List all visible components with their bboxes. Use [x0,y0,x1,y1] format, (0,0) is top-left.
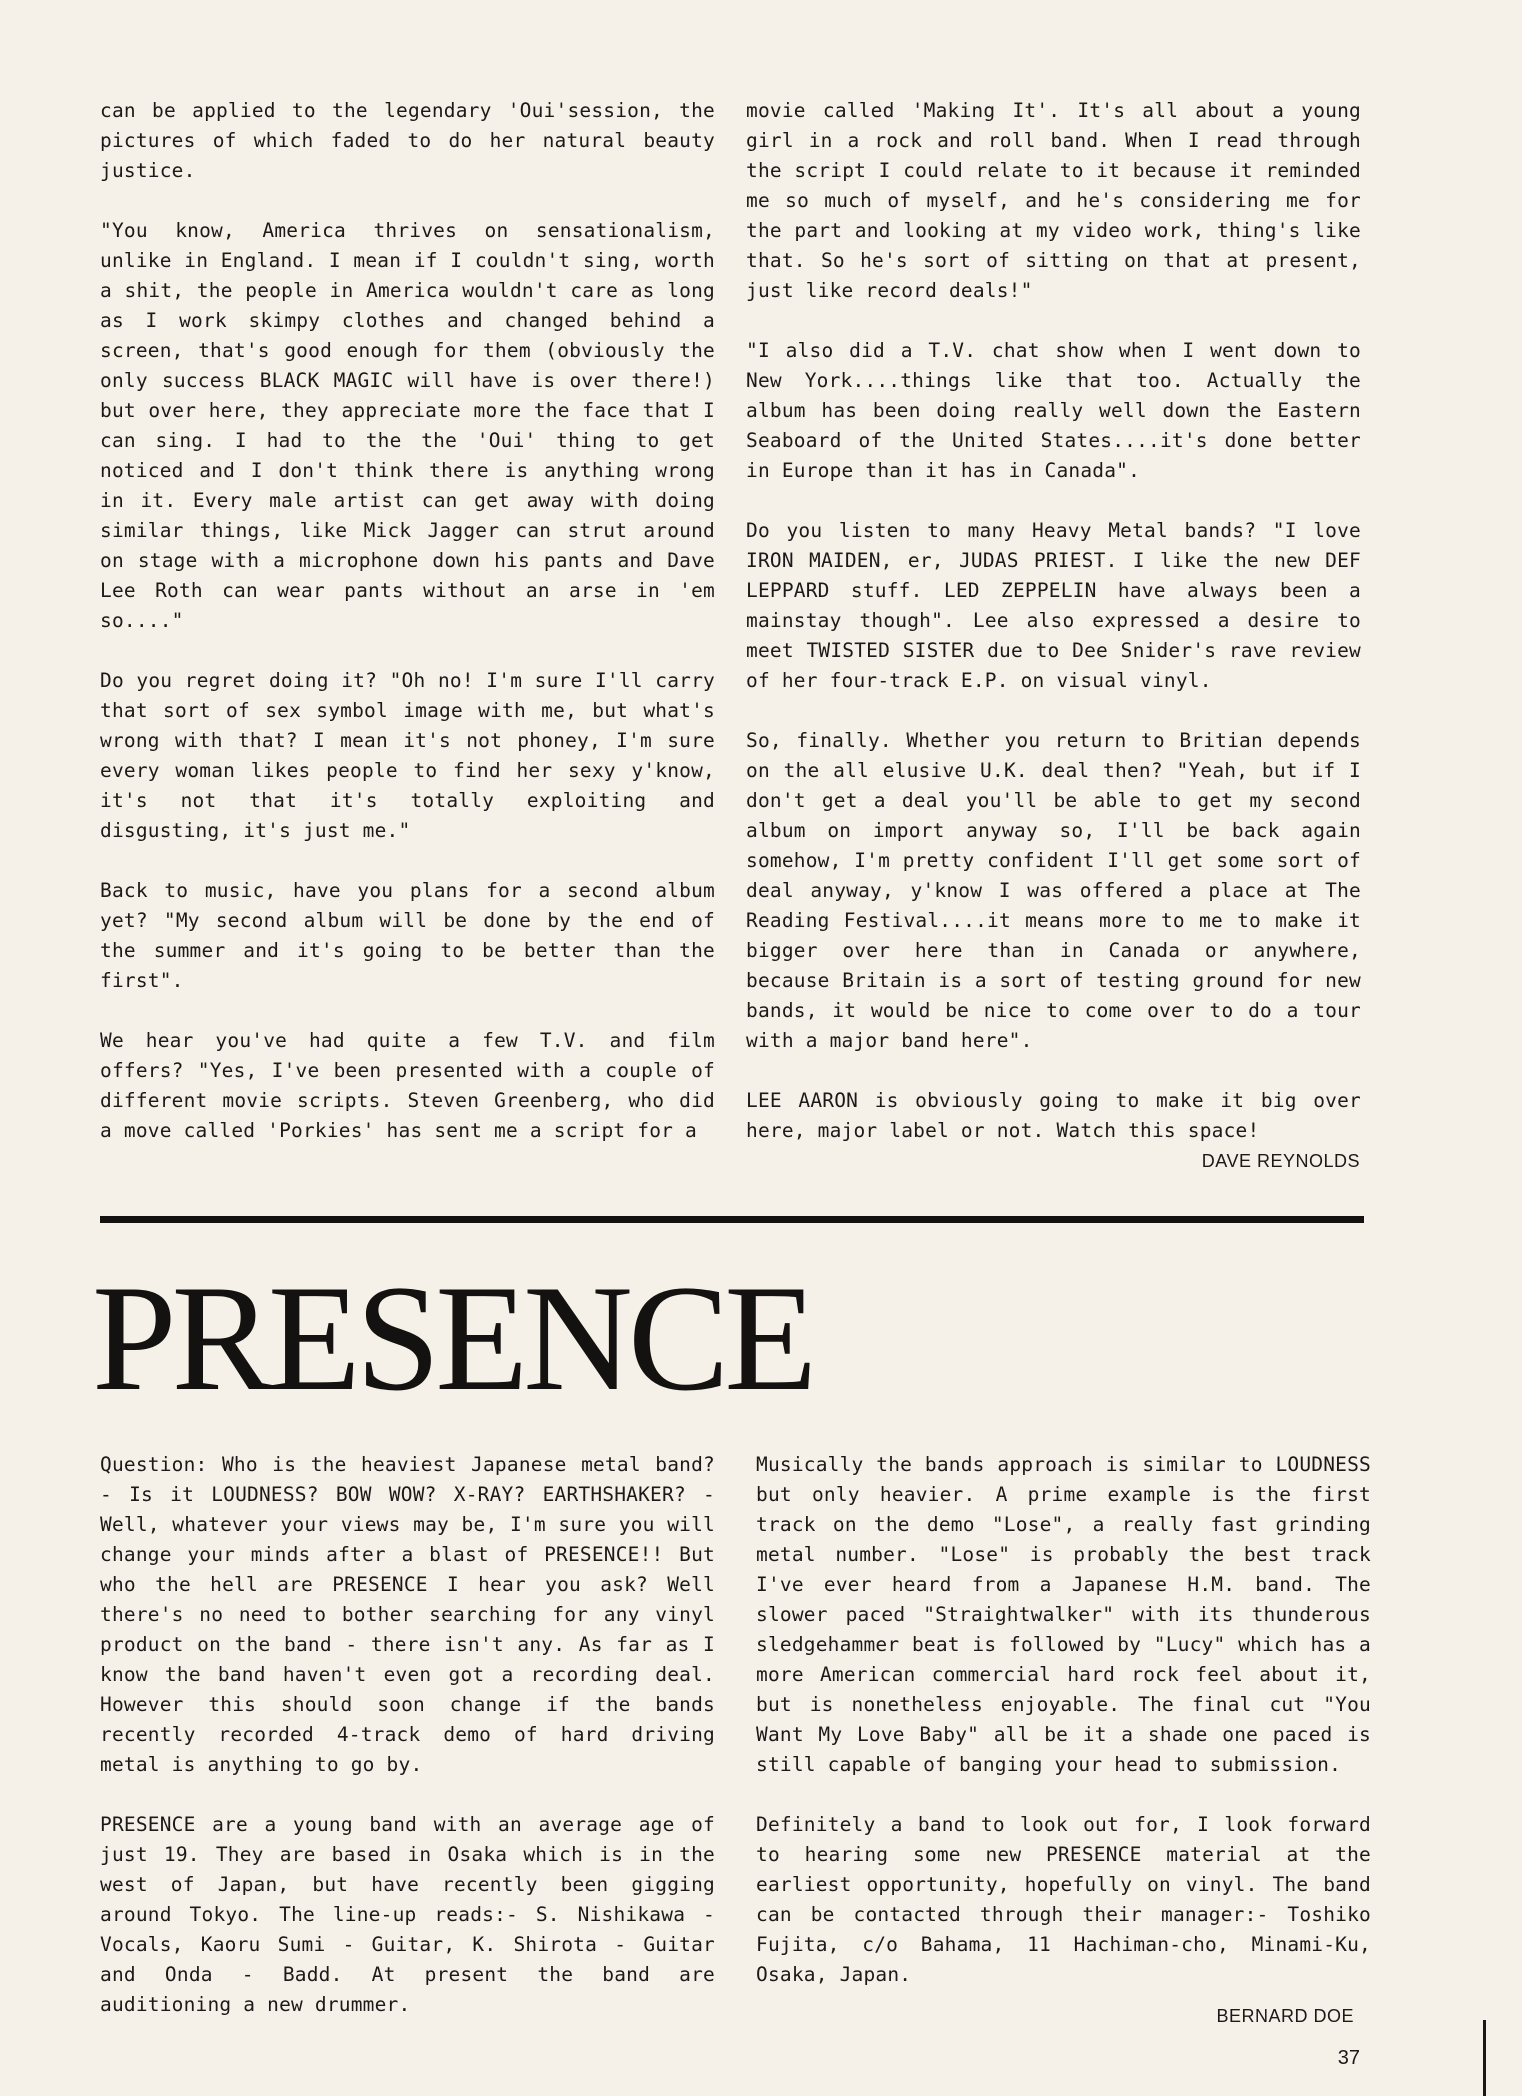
paragraph: Question: Who is the heaviest Japanese metal band? - Is it LOUDNESS? BOW WOW? X-RAY? EARTHSHAKER? - Well, whatever your views may be, I'm sure you will change your minds after a blast of PRESENCE!! But who the hell are PRESENCE I hear you ask? Well there's no need to bother searching for any vinyl product on the band - there isn't any. As far as I know the band haven't even got a recording deal. However this should soon change if the bands recently recorded 4-track demo of hard driving metal is anything to go by. [100,1453,715,1776]
paragraph: Back to music, have you plans for a second album yet? "My second album will be done by the end of the summer and it's going to be better than the first". [100,879,715,992]
paragraph: "I also did a T.V. chat show when I went down to New York....things like that too. Actually the album has been doing really well down the Eastern Seaboard of the United States....it's done better in Europe than it has in Canada". [746,339,1361,482]
paragraph: PRESENCE are a young band with an average age of just 19. They are based in Osaka which is in the west of Japan, but have recently been gigging around Tokyo. The line-up reads:- S. Nishikawa - Vocals, Kaoru Sumi - Guitar, K. Shirota - Guitar and Onda - Badd. At present the band are auditioning a new drummer. [100,1813,715,2016]
paragraph: movie called 'Making It'. It's all about a young girl in a rock and roll band. When I read through the script I could relate to it because it reminded me so much of myself, and he's considering me for the part and looking at my video work, thing's like that. So he's sort of sitting on that at present, just like record deals!" [746,99,1361,302]
paragraph: Definitely a band to look out for, I look forward to hearing some new PRESENCE material at the earliest opportunity, hopefully on vinyl. The band can be contacted through their manager:- Toshiko Fujita, c/o Bahama, 11 Hachiman-cho, Minami-Ku, Osaka, Japan. [756,1813,1371,1986]
article-top-right-column [746,96,1361,1146]
page-number: 37 [1337,2047,1360,2069]
paragraph: Musically the bands approach is similar to LOUDNESS but only heavier. A prime example is the first track on the demo "Lose", a really fast grinding metal number. "Lose" is probably the best track I've ever heard from a Japanese H.M. band. The slower paced "Straightwalker" with its thunderous sledgehammer beat is followed by "Lucy" which has a more American commercial hard rock feel about it, but is nonetheless enjoyable. The final cut "You Want My Love Baby" all be it a shade one paced is still capable of banging your head to submission. [756,1453,1371,1776]
byline-dave-reynolds: DAVE REYNOLDS [1201,1151,1360,1171]
paragraph: So, finally. Whether you return to Britian depends on the all elusive U.K. deal then? "Yeah, but if I don't get a deal you'll be able to get my second album on import anyway so, I'll be back again somehow, I'm pretty confident I'll get some sort of deal anyway, y'know I was offered a place at The Reading Festival....it means more to me to make it bigger over here than in Canada or anywhere, because Britain is a sort of testing ground for new bands, it would be nice to come over to do a tour with a major band here". [746,729,1361,1052]
article-bottom-right-column [756,1450,1371,1990]
paragraph: We hear you've had quite a few T.V. and film offers? "Yes, I've been presented with a couple of different movie scripts. Steven Greenberg, who did a move called 'Porkies' has sent me a script for a [100,1029,715,1142]
margin-edge-line [1483,2020,1486,2096]
article-top-left-column [100,96,715,1146]
section-divider-rule [100,1216,1364,1223]
paragraph: "You know, America thrives on sensationalism, unlike in England. I mean if I couldn't sing, worth a shit, the people in America wouldn't care as long as I work skimpy clothes and changed behind a screen, that's good enough for them (obviously the only success BLACK MAGIC will have is over there!) but over here, they appreciate more the face that I can sing. I had to the the 'Oui' thing to get noticed and I don't think there is anything wrong in it. Every male artist can get away with doing similar things, like Mick Jagger can strut around on stage with a microphone down his pants and Dave Lee Roth can wear pants without an arse in 'em so...." [100,219,715,632]
paragraph: LEE AARON is obviously going to make it big over here, major label or not. Watch this space! [746,1089,1361,1142]
byline-bernard-doe: BERNARD DOE [1216,2006,1354,2026]
paragraph: can be applied to the legendary 'Oui'session, the pictures of which faded to do her natural beauty justice. [100,99,715,182]
paragraph: Do you listen to many Heavy Metal bands? "I love IRON MAIDEN, er, JUDAS PRIEST. I like the new DEF LEPPARD stuff. LED ZEPPELIN have always been a mainstay though". Lee also expressed a desire to meet TWISTED SISTER due to Dee Snider's rave review of her four-track E.P. on visual vinyl. [746,519,1361,692]
headline-presence: PRESENCE [92,1254,813,1422]
paragraph: Do you regret doing it? "Oh no! I'm sure I'll carry that sort of sex symbol image with me, but what's wrong with that? I mean it's not phoney, I'm sure every woman likes people to find her sexy y'know, it's not that it's totally exploiting and disgusting, it's just me." [100,669,715,842]
article-bottom-left-column [100,1450,715,2020]
